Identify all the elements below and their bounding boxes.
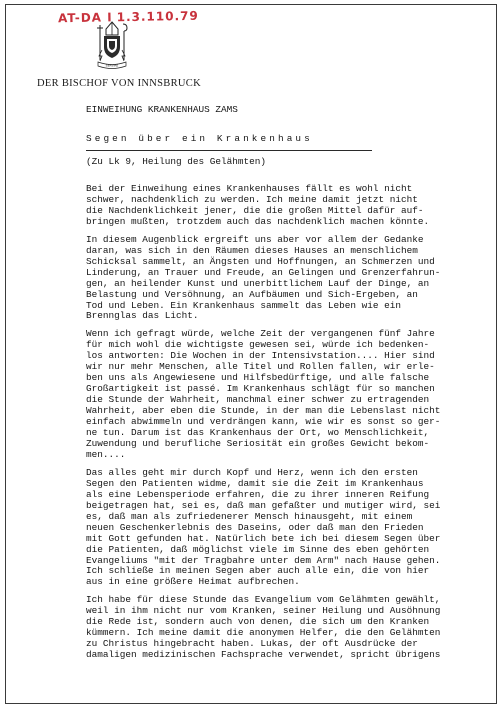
text-line: Wahrheit, aber eben die Stunde, in der man die Lebenslast nicht bbox=[86, 405, 441, 417]
text-line: für mich wohl die wichtigste gewesen sei, würde ich bedenken- bbox=[86, 339, 430, 351]
text-line: schwer, nachdenklich zu werden. Ich meine damit jetzt nicht bbox=[86, 193, 418, 205]
text-line: Großartigkeit ist passé. Im Krankenhaus schlägt für so manchen bbox=[86, 383, 435, 395]
paragraph bbox=[86, 595, 486, 661]
paragraph bbox=[86, 329, 486, 460]
text-line: Das alles geht mir durch Kopf und Herz, wenn ich den ersten bbox=[86, 466, 418, 478]
paragraph bbox=[86, 235, 486, 323]
stamp-number: 1.3.110.79 bbox=[116, 8, 199, 25]
scripture-reference: (Zu Lk 9, Heilung des Gelähmten) bbox=[86, 156, 267, 167]
sermon-body bbox=[86, 184, 486, 661]
stamp-collection: AT-DA I bbox=[57, 10, 113, 26]
text-line: weil in ihm nicht nur vom Kranken, seiner Heilung und Ausöhnung bbox=[86, 605, 441, 617]
text-line: In diesem Augenblick ergreift uns aber vor allem der Gedanke bbox=[86, 233, 424, 245]
title-underline bbox=[86, 150, 372, 151]
text-line: men.... bbox=[86, 448, 126, 460]
text-line: Segen den Patienten widme, damit sie die Zeit im Krankenhaus bbox=[86, 477, 424, 489]
text-line: Ich schließe in meinen Segen aber auch alle ein, die von hier bbox=[86, 565, 430, 577]
text-line: die Stunde der Wahrheit, manchmal einer schwer zu ertragenden bbox=[86, 394, 430, 406]
event-heading: EINWEIHUNG KRANKENHAUS ZAMS bbox=[86, 104, 238, 115]
paragraph bbox=[86, 468, 486, 588]
paragraph bbox=[86, 184, 486, 228]
letterhead-name: DER BISCHOF VON INNSBRUCK bbox=[37, 78, 201, 89]
text-line: zu Christus hingebracht haben. Lukas, der oft Ausdrücke der bbox=[86, 638, 418, 650]
text-line: einfach abwimmeln und verdrängen kann, wie wir es sonst so ger- bbox=[86, 416, 441, 428]
text-line: Bei der Einweihung eines Krankenhauses fällt es wohl nicht bbox=[86, 183, 413, 194]
text-line: Zuwendung und berufliche Seriosität ein großes Gewicht bekom- bbox=[86, 437, 430, 449]
episcopal-crest-icon bbox=[90, 20, 134, 70]
text-line: die Rede ist, sondern auch von denen, die sich um den Kranken bbox=[86, 616, 430, 628]
text-line: die Nachdenklichkeit jener, die die großen Mittel dafür auf- bbox=[86, 204, 424, 216]
text-line: los antworten: Die Wochen in der Intensivstation.... Hier sind bbox=[86, 350, 435, 362]
text-line: beigetragen hat, sei es, daß man gefaßter und mutiger wird, sei bbox=[86, 499, 441, 511]
sermon-title: Segen über ein Krankenhaus bbox=[86, 133, 313, 144]
text-line: Ich habe für diese Stunde das Evangelium vom Gelähmten gewählt, bbox=[86, 594, 441, 606]
text-line: mit Gott gefunden hat. Natürlich bete ich bei diesem Segen über bbox=[86, 532, 441, 544]
text-line: Evangeliums "mit der Tragbahre unter dem Arm" nach Hause gehen. bbox=[86, 554, 441, 566]
text-line: bringen mußten, trotzdem auch das nachdenklich machen könnte. bbox=[86, 215, 430, 227]
text-line: Schicksal sammelt, an Ängsten und Hoffnungen, an Schmerzen und bbox=[86, 255, 435, 267]
text-line: die Patienten, daß möglichst viele im Sinne des eben gehörten bbox=[86, 543, 430, 555]
text-line: Wenn ich gefragt würde, welche Zeit der vergangenen fünf Jahre bbox=[86, 328, 435, 340]
text-line: aus in eine größere Heimat aufbrechen. bbox=[86, 576, 300, 588]
text-line: neuen Geschenkerlebnis des Daseins, oder daß man den Frieden bbox=[86, 521, 424, 533]
text-line: daran, was sich in den Räumen dieses Hauses an menschlichem bbox=[86, 244, 418, 256]
text-line: es, daß man als zufriedenerer Mensch hinausgeht, mit einem bbox=[86, 510, 413, 522]
text-line: ben uns als Angewiesene und Hilfsbedürftige, und alle falsche bbox=[86, 372, 430, 384]
text-line: damaligen medizinischen Fachsprache verwendet, spricht übrigens bbox=[86, 649, 441, 661]
text-line: gen, an heilender Kunst und unerbittlichem Lauf der Dinge, an bbox=[86, 277, 430, 289]
text-line: Linderung, an Trauer und Freude, an Gelingen und Grenzerfahrun- bbox=[86, 266, 441, 278]
text-line: Tod und Leben. Ein Krankenhaus sammelt das Leben wie ein bbox=[86, 299, 402, 311]
text-line: ne tun. Darum ist das Krankenhaus der Ort, wo Menschlichkeit, bbox=[86, 427, 430, 439]
crest-motto: SERVIRE bbox=[105, 63, 119, 68]
text-line: wir nur mehr Menschen, alle Titel und Rollen fallen, wir erle- bbox=[86, 361, 435, 373]
text-line: kümmern. Ich meine damit die anonymen Helfer, die den Gelähmten bbox=[86, 627, 441, 639]
text-line: Brennglas das Licht. bbox=[86, 310, 199, 322]
text-line: Belastung und Versöhnung, an Aufbäumen und Sich-Ergeben, an bbox=[86, 288, 418, 300]
text-line: als eine Lebensperiode erfahren, die zu ihrer inneren Reifung bbox=[86, 488, 430, 500]
